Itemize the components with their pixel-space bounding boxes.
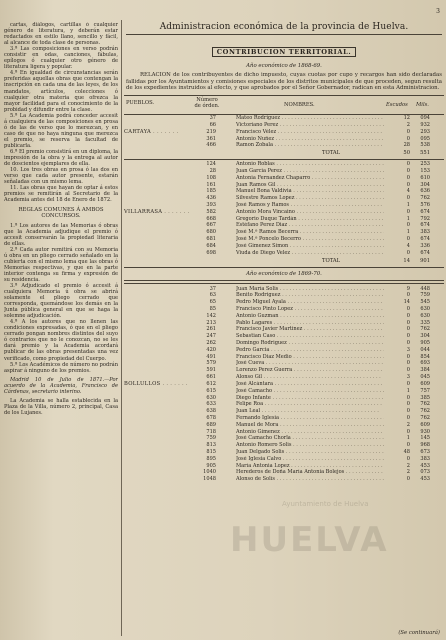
contributor-name: Antonio Nuñez . . .: [236, 136, 384, 143]
table-row: [124, 381, 444, 388]
mils-value: 762: [420, 408, 430, 415]
table-row: [124, 115, 444, 122]
header-escudos: Escudos: [386, 102, 408, 109]
mils-value: 674: [420, 222, 430, 229]
mils-value: 674: [420, 249, 430, 256]
contributor-name: Juan María Solis . . .: [236, 286, 384, 293]
contributor-name: José Alcántara . . .: [236, 381, 384, 388]
contributor-name: Juan Leal . . .: [236, 408, 384, 415]
mils-value: 762: [420, 414, 430, 421]
escudos-value: 2: [406, 421, 410, 428]
mils-value: 293: [420, 128, 430, 135]
escudos-value: 0: [406, 222, 410, 229]
table-row: [124, 136, 444, 143]
escudos-value: 1: [406, 215, 410, 222]
order-number: 582: [206, 208, 216, 215]
escudos-value: 0: [406, 128, 410, 135]
left-paragraph: 4.ª A los autores que no llenen las condiciones expresadas, ó que en el pliego cerrado pongan nombres distintos del suyo ó contrarios que no le conozcan, no se les dará premio y la Academia acordará publicar de las obras presentadas una vez verificado, como propiedad del Cuerpo.: [4, 319, 118, 362]
order-number: 718: [206, 428, 216, 435]
order-number: 905: [206, 462, 216, 469]
mils-value: 094: [420, 115, 430, 122]
contributor-name: Benito Rodriguez . . .: [236, 292, 384, 299]
mils-value: 636: [420, 188, 430, 195]
order-number: 37: [209, 115, 216, 122]
mils-value: 335: [420, 319, 430, 326]
contributor-name: Ramon Zobala . . .: [236, 142, 384, 149]
title-rule: [126, 34, 442, 35]
mils-value: 253: [420, 161, 430, 168]
escudos-value: 0: [406, 394, 410, 401]
order-number: 37: [209, 285, 216, 292]
escudos-value: 14: [403, 299, 410, 306]
mils-value: 045: [420, 374, 430, 381]
order-number: 698: [206, 249, 216, 256]
left-paragraph: 3.ª Las composiciones en verso podrán consistir en odas, canciones, fábulas, epílogos ó cualquier otro género de literatura ligera y popular.: [4, 46, 118, 71]
order-number: 213: [206, 319, 216, 326]
escudos-value: 0: [406, 135, 410, 142]
contributor-name: José Camacho Chorla . . .: [236, 435, 384, 442]
contributor-name: Viuda de Diego Velez . . .: [236, 250, 384, 257]
order-number: 219: [206, 128, 216, 135]
escudos-value: 0: [406, 292, 410, 299]
order-number: 1048: [203, 476, 216, 483]
table-row: [124, 168, 444, 175]
mils-value: 304: [420, 181, 430, 188]
contributor-name: José Cueva . . .: [236, 360, 384, 367]
escudos-value: 9: [406, 285, 410, 292]
table-row: [124, 435, 444, 442]
contributor-name: Mateo Rodriguez . . .: [236, 115, 384, 122]
contributor-name: Sebastian Caso . . .: [236, 333, 384, 340]
contributor-name: Diego Infante . . .: [236, 395, 384, 402]
table-row: [124, 292, 444, 299]
contributor-name: Antonio Mora Vincaino . . .: [236, 209, 384, 216]
left-paragraph: cartas, diálogos, cartillas ó cualquier género de literatura, y deberán estar redactados en estilo llano, sencillo y fácil, al alcance de toda clase de personas.: [4, 22, 118, 47]
left-paragraph: 5.ª La Academia podrá conceder accesit á cualquiera de las composiciones en prosa ó de las de verso que lo merezcan, y en caso de que no haya ninguna que merezca el premio, se reserva la facultad de publicarla.: [4, 112, 118, 149]
table-row: [124, 175, 444, 182]
header-mils: Mils.: [416, 102, 429, 109]
watermark-subtext: Ayuntamiento de Huelva: [282, 500, 369, 508]
fiscal-year-2: Año económico de 1869-70.: [246, 270, 322, 277]
escudos-value: 0: [406, 208, 410, 215]
order-number: 681: [206, 236, 216, 243]
contributor-name: Lorenzo Perez Guerra . . .: [236, 367, 384, 374]
group-separator: [124, 159, 444, 160]
table-row: [124, 449, 444, 456]
mils-value: 384: [420, 367, 430, 374]
contributor-name: José Gimenez Simon . . .: [236, 243, 384, 250]
contributor-name: Pablo Lagares . . .: [236, 320, 384, 327]
table-row: [124, 229, 444, 236]
mils-value: 674: [420, 208, 430, 215]
table-row: [124, 182, 444, 189]
escudos-value: 0: [406, 249, 410, 256]
table-row: [124, 202, 444, 209]
table-row: [124, 188, 444, 195]
mils-value: 693: [420, 360, 430, 367]
left-text-column: [4, 22, 118, 634]
table-1869-70: [124, 286, 444, 484]
mils-value: 762: [420, 401, 430, 408]
table-row: [124, 286, 444, 293]
escudos-value: 1: [406, 435, 410, 442]
order-number: 633: [206, 401, 216, 408]
escudos-value: 0: [406, 181, 410, 188]
contributor-name: Manuel de Mora . . .: [236, 422, 384, 429]
mils-value: 073: [420, 469, 430, 476]
escudos-value: 0: [406, 408, 410, 415]
escudos-value: 0: [406, 340, 410, 347]
pueblo-name: BOLLULLOS . . .: [124, 381, 188, 387]
table-row: [124, 463, 444, 470]
mils-value: 576: [420, 202, 430, 209]
total-row: [124, 257, 444, 266]
mils-value: 609: [420, 421, 430, 428]
escudos-value: 0: [406, 455, 410, 462]
mils-value: 453: [420, 462, 430, 469]
table-row: [124, 299, 444, 306]
table-row: [124, 395, 444, 402]
contributor-name: Manuel Bona Valdivia . . .: [236, 188, 384, 195]
contributor-name: Pedro Miguel Ayala . . .: [236, 299, 384, 306]
order-number: 1040: [203, 469, 216, 476]
escudos-value: 0: [406, 195, 410, 202]
table-row: [124, 347, 444, 354]
left-paragraph: 1.ª Los autores de las Memorias ó obras que la Academia adjudique el premio ó accesit conservarán la propiedad literaria de ellas.: [4, 222, 118, 247]
contributor-name: Alonso Gil . . .: [236, 374, 384, 381]
mils-value: 153: [420, 167, 430, 174]
table-row: [124, 306, 444, 313]
escudos-value: 0: [406, 326, 410, 333]
contributor-name: Juan Garcia Perez . . .: [236, 168, 384, 175]
contributor-name: José Camacho . . .: [236, 388, 384, 395]
mils-value: 854: [420, 353, 430, 360]
mils-value: 932: [420, 121, 430, 128]
order-number: 615: [206, 387, 216, 394]
escudos-value: 0: [406, 476, 410, 483]
contributor-name: Estéfano Perez Diaz . . .: [236, 222, 384, 229]
order-number: 185: [206, 188, 216, 195]
order-number: 680: [206, 229, 216, 236]
table-row: [124, 216, 444, 223]
table-row: [124, 122, 444, 129]
order-number: 85: [209, 305, 216, 312]
escudos-value: 0: [406, 312, 410, 319]
escudos-value: 12: [403, 115, 410, 122]
table-row: [124, 422, 444, 429]
left-paragraph: 4.ª En igualdad de circunstancias serán preferidas aquellas obras que contengan la inscripción en cada una de las leyes, de los mandatos, artículos, colecciones ó cualquier otra materia que ofrezca la mayor facilidad para el conocimiento de la probidad y difundir entre la clase.: [4, 70, 118, 113]
continuation-note: (Se continuará): [398, 630, 440, 636]
order-number: 759: [206, 435, 216, 442]
mils-value: 044: [420, 346, 430, 353]
mils-value: 674: [420, 236, 430, 243]
escudos-value: 0: [406, 380, 410, 387]
order-number: 491: [206, 353, 216, 360]
mils-value: 968: [420, 442, 430, 449]
contributor-name: Pedro Garcia . . .: [236, 347, 384, 354]
order-number: 66: [209, 121, 216, 128]
contributor-name: José Iglesia Calvo . . .: [236, 456, 384, 463]
table-2-rule: [124, 280, 444, 284]
left-paragraph: 6.ª El premio consistirá en un diploma, la impresión de la obra y la entrega al autor de doscientos ejemplares de ella.: [4, 148, 118, 168]
escudos-value: 0: [406, 333, 410, 340]
order-number: 262: [206, 340, 216, 347]
rules-heading: REGLAS COMUNES Á AMBOS CONCURSOS.: [18, 207, 104, 220]
table-row: [124, 129, 444, 136]
contributor-name: José Ramos y Ramos . . .: [236, 202, 384, 209]
fiscal-year-1: Año económico de 1868-69.: [246, 63, 322, 69]
mils-value: 930: [420, 428, 430, 435]
mils-value: 757: [420, 387, 430, 394]
page-title: Administracion económica de la provincia de Huelva.: [159, 22, 409, 32]
order-number: 815: [206, 449, 216, 456]
table-row: [124, 408, 444, 415]
contributor-name: Francisco Pinto Lopez . . .: [236, 306, 384, 313]
table-row: [124, 367, 444, 374]
table-row: [124, 429, 444, 436]
order-number: 361: [206, 135, 216, 142]
table-row: [124, 354, 444, 361]
order-number: 65: [209, 299, 216, 306]
escudos-value: 2: [406, 462, 410, 469]
total-row: [124, 149, 444, 158]
order-number: 436: [206, 195, 216, 202]
group-rows: [124, 115, 444, 149]
section-heading: CONTRIBUCION TERRITORIAL.: [212, 47, 356, 57]
column-divider: [121, 20, 122, 636]
order-number: 689: [206, 421, 216, 428]
relacion-paragraph: RELACION de los contribuyentes de dicho impuesto, cuyas cuotas por cupo y recargos han sido declaradas fallidas por los Ayuntamientos y comisiones especiales de los distritos municipales de que proceden, segun resulta de los expedientes instruidos al efecto, y que aprobados por el Señor Gobernador, radican en esta Administracion.: [126, 72, 442, 92]
total-escudos: 14: [403, 257, 410, 264]
contributor-name: Francisco Diaz Medio . . .: [236, 354, 384, 361]
left-paragraph: 3.ª Adjudicado el premio ó accesit á cualquiera Memoria ú obra se abrirá solamente el pliego cerrado que corresponda, quemándose los demás en la Junta pública general en que se haga la solemne adjudicación.: [4, 282, 118, 320]
left-paragraph: 11. Las obras que hayan de optar á estos premios se remitirán al Secretario de la Academia antes del 18 de Enero de 1872.: [4, 185, 118, 204]
total-label: TOTAL: [322, 257, 341, 264]
contributor-name: Juan Ramos Gil . . .: [236, 182, 384, 189]
table-row: [124, 476, 444, 483]
mils-value: 145: [420, 435, 430, 442]
escudos-value: 1: [406, 229, 410, 236]
order-number: 813: [206, 442, 216, 449]
table-header: [124, 95, 444, 115]
contributor-name: Antonio Guzman . . .: [236, 313, 384, 320]
contributor-name: Alonso de Solís . . .: [236, 476, 384, 483]
contributor-name: Antonia Fernandez Chaparro . . .: [236, 175, 384, 182]
escudos-value: 0: [406, 414, 410, 421]
page-number: 3: [436, 8, 440, 15]
total-mils: 551: [420, 150, 430, 157]
escudos-value: 0: [406, 360, 410, 367]
table-row: [124, 161, 444, 168]
mils-value: 762: [420, 195, 430, 202]
escudos-value: 0: [406, 161, 410, 168]
order-number: 63: [209, 292, 216, 299]
contributor-name: Antonio Romero Solis . . .: [236, 442, 384, 449]
contributor-name: Gregorio Duque Tardán . . .: [236, 216, 384, 223]
escudos-value: 0: [406, 367, 410, 374]
mils-value: 609: [420, 380, 430, 387]
mils-value: 905: [420, 340, 430, 347]
header-numero: Número de órden.: [194, 97, 220, 110]
order-number: 142: [206, 312, 216, 319]
total-mils: 901: [420, 257, 430, 264]
left-paragraph: 10. Los tres obras en prosa ó las dos en verso que cada autor presente, estarán señaladas con un mismo lema.: [4, 167, 118, 186]
order-number: 124: [206, 161, 216, 168]
escudos-value: 1: [406, 202, 410, 209]
watermark: HUELVA: [230, 520, 389, 560]
academy-address: La Academia se halla establecida en la Plaza de la Villa, número 2, principal, Casa de los Lujanes.: [4, 397, 118, 416]
mils-value: 385: [420, 394, 430, 401]
group-rows: [124, 286, 444, 484]
order-number: 678: [206, 414, 216, 421]
order-number: 28: [209, 167, 216, 174]
table-row: [124, 415, 444, 422]
order-number: 108: [206, 174, 216, 181]
contributor-name: Silvestre Ramos Lopez . . .: [236, 195, 384, 202]
mils-value: 095: [420, 135, 430, 142]
escudos-value: 28: [403, 142, 410, 149]
contributor-name: Antonio Gimenez . . .: [236, 429, 384, 436]
escudos-value: 0: [406, 236, 410, 243]
group-separator: [124, 267, 444, 268]
left-paragraph: 5.ª Los Académicos de número no podrán aspirar á ninguno de los premios.: [4, 361, 118, 374]
mils-value: 792: [420, 215, 430, 222]
table-row: [124, 195, 444, 202]
order-number: 895: [206, 455, 216, 462]
mils-value: 453: [420, 476, 430, 483]
order-number: 667: [206, 222, 216, 229]
mils-value: 304: [420, 333, 430, 340]
contributor-name: Felipe Roa . . .: [236, 401, 384, 408]
escudos-value: 2: [406, 469, 410, 476]
escudos-value: 3: [406, 374, 410, 381]
table-row: [124, 236, 444, 243]
escudos-value: 3: [406, 346, 410, 353]
escudos-value: 0: [406, 174, 410, 181]
contributor-name: Juan Delgado Solis . . .: [236, 449, 384, 456]
order-number: 684: [206, 242, 216, 249]
table-row: [124, 222, 444, 229]
escudos-value: 0: [406, 353, 410, 360]
mils-value: 545: [420, 299, 430, 306]
mils-value: 610: [420, 174, 430, 181]
table-row: [124, 374, 444, 381]
table-row: [124, 320, 444, 327]
order-number: 638: [206, 408, 216, 415]
contributor-name: Antonio Roblas . . .: [236, 161, 384, 168]
contributor-name: Domingo Rodriguez . . .: [236, 340, 384, 347]
contributor-name: Victoriano Perez . . .: [236, 122, 384, 129]
escudos-value: 4: [406, 242, 410, 249]
table-row: [124, 313, 444, 320]
table-row: [124, 333, 444, 340]
escudos-value: 0: [406, 401, 410, 408]
order-number: 261: [206, 326, 216, 333]
table-row: [124, 469, 444, 476]
mils-value: 759: [420, 292, 430, 299]
contributor-name: María Antonia Lopez . . .: [236, 463, 384, 470]
order-number: 247: [206, 333, 216, 340]
mils-value: 673: [420, 449, 430, 456]
contributor-name: Francisco Vélez . . .: [236, 129, 384, 136]
mils-value: 448: [420, 285, 430, 292]
group-rows: [124, 161, 444, 256]
table-row: [124, 388, 444, 395]
escudos-value: 0: [406, 442, 410, 449]
table-row: [124, 243, 444, 250]
table-row: [124, 326, 444, 333]
left-paragraph: 2.ª Cada autor remitirá con su Memoria ú obra en un pliego cerrado señalado en la cubierta con el mismo lema que las obras ó Memorias respectivas, y que en la parte interior contenga su firma y expresión de su residencia.: [4, 246, 118, 283]
contributor-name: Herederos de Doña María Antonia Bolejos . . .: [236, 469, 384, 476]
order-number: 630: [206, 394, 216, 401]
escudos-value: 1: [406, 387, 410, 394]
table-row: [124, 442, 444, 449]
pueblo-name: CARTAYA . . .: [124, 129, 178, 135]
order-number: 612: [206, 380, 216, 387]
table-row: [124, 142, 444, 149]
table-row: [124, 360, 444, 367]
total-label: TOTAL: [322, 150, 341, 157]
mils-value: 383: [420, 229, 430, 236]
order-number: 591: [206, 367, 216, 374]
order-number: 661: [206, 374, 216, 381]
mils-value: 630: [420, 305, 430, 312]
mils-value: 630: [420, 312, 430, 319]
table-1868-69: [124, 115, 444, 267]
signature-line: Madrid 10 de Julio de 1871.—Por acuerdo de la Academia, Francisco de Cárdenas, secretario interino.: [4, 376, 118, 395]
mils-value: 538: [420, 142, 430, 149]
table-row: [124, 209, 444, 216]
table-row: [124, 250, 444, 257]
order-number: 420: [206, 346, 216, 353]
order-number: 668: [206, 215, 216, 222]
contributor-name: Fernando Iglesia . . .: [236, 415, 384, 422]
order-number: 393: [206, 202, 216, 209]
order-number: 466: [206, 142, 216, 149]
contributor-name: Francisco Javier Martinez . . .: [236, 326, 384, 333]
mils-value: 383: [420, 455, 430, 462]
escudos-value: 0: [406, 167, 410, 174]
pueblo-name: VILLARRASA . . .: [124, 209, 190, 215]
escudos-value: 0: [406, 305, 410, 312]
escudos-value: 2: [406, 121, 410, 128]
mils-value: 336: [420, 242, 430, 249]
total-escudos: 50: [403, 150, 410, 157]
table-row: [124, 340, 444, 347]
order-number: 579: [206, 360, 216, 367]
table-row: [124, 401, 444, 408]
contributor-name: José M.ª Ramos Becerra . . .: [236, 229, 384, 236]
escudos-value: 0: [406, 319, 410, 326]
escudos-value: 4: [406, 188, 410, 195]
mils-value: 762: [420, 326, 430, 333]
header-pueblos: PUEBLOS.: [126, 100, 155, 107]
contributor-name: José M.ª Poncelo Becerro . . .: [236, 236, 384, 243]
order-number: 161: [206, 181, 216, 188]
escudos-value: 0: [406, 428, 410, 435]
escudos-value: 48: [403, 449, 410, 456]
table-row: [124, 456, 444, 463]
header-nombres: NOMBRES.: [284, 102, 315, 109]
